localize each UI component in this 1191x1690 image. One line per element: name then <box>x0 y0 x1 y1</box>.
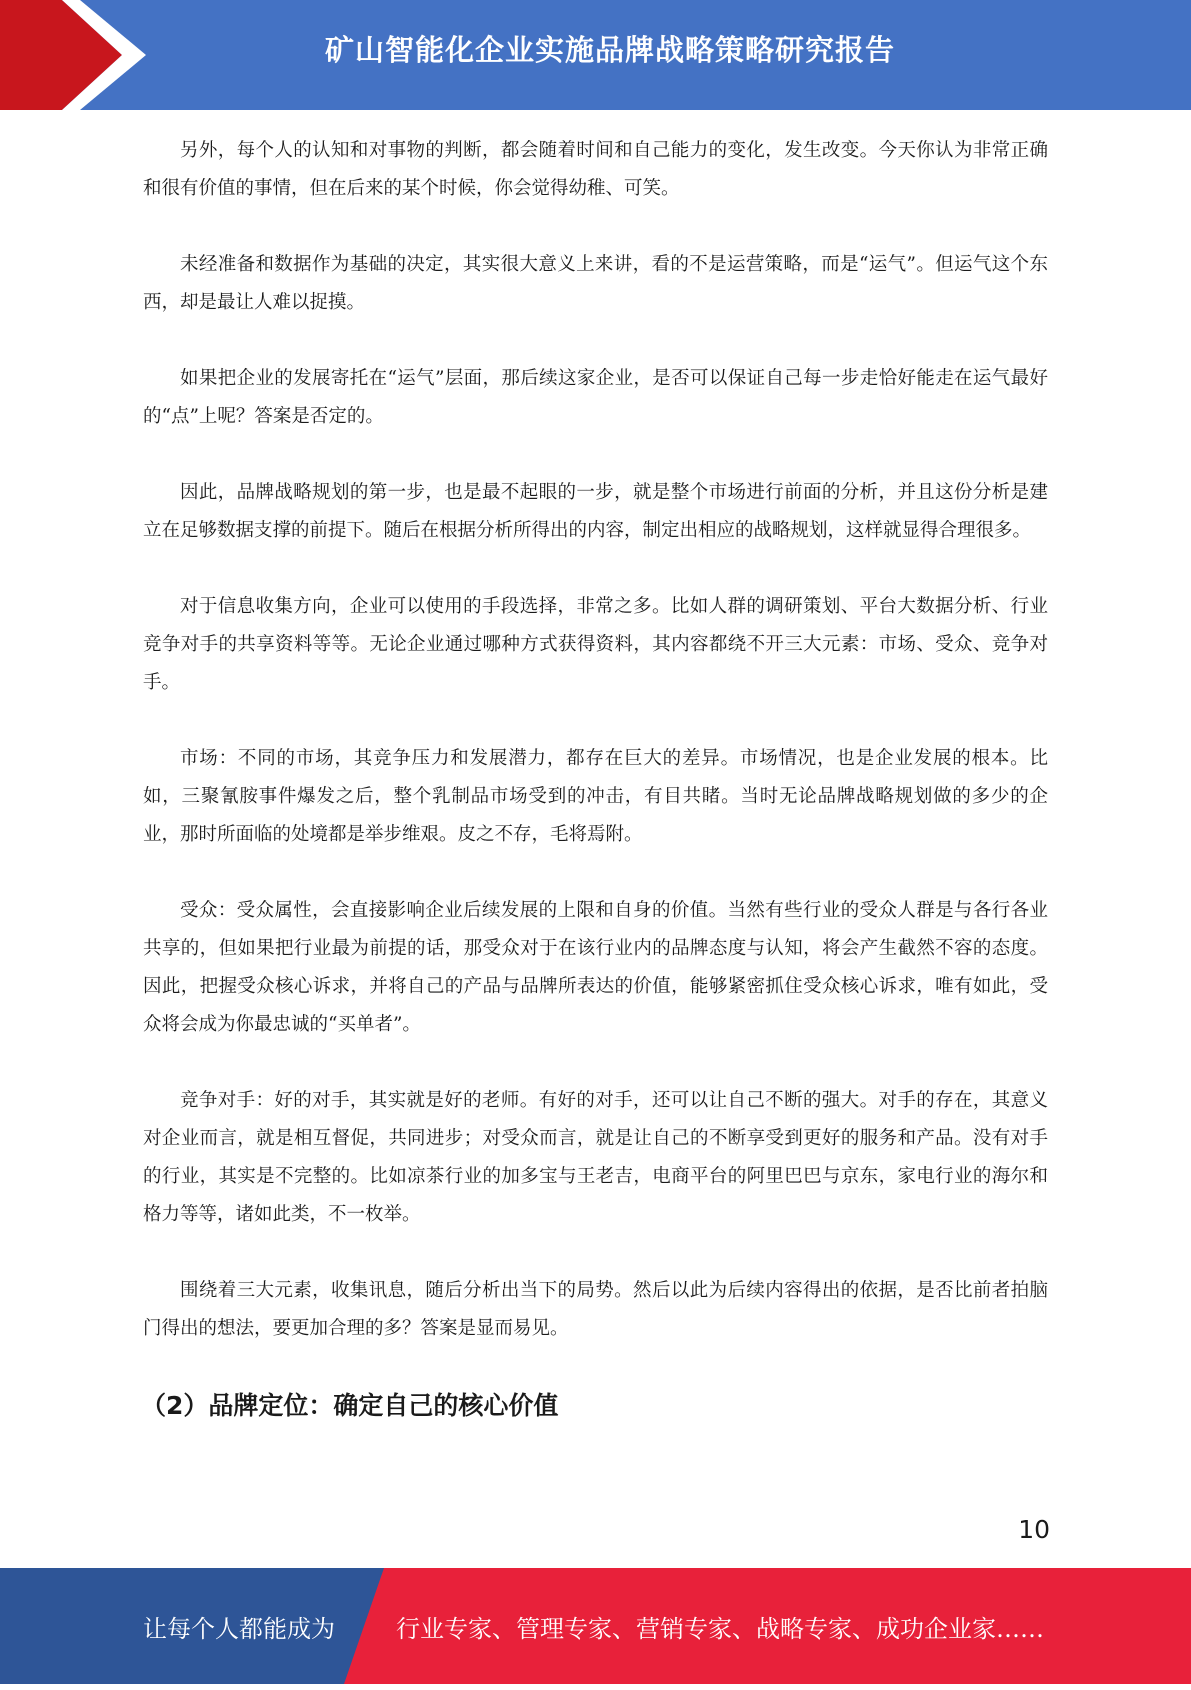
document-body <box>143 132 1048 1426</box>
page-header <box>0 0 1191 110</box>
paragraph: 未经准备和数据作为基础的决定，其实很大意义上来讲，看的不是运营策略，而是“运气”。但运气这个东西，却是最让人难以捉摸。 <box>143 254 1048 313</box>
page-footer <box>0 1568 1191 1684</box>
paragraph: 因此，品牌战略规划的第一步，也是最不起眼的一步，就是整个市场进行前面的分析，并且这份分析是建立在足够数据支撑的前提下。随后在根据分析所得出的内容，制定出相应的战略规划，这样就显得合理很多。 <box>143 482 1048 541</box>
footer-slogan-left: 让每个人都能成为 <box>143 1615 335 1643</box>
footer-slogan-right: 行业专家、管理专家、营销专家、战略专家、成功企业家…… <box>396 1615 1044 1643</box>
paragraph: 对于信息收集方向，企业可以使用的手段选择，非常之多。比如人群的调研策划、平台大数据分析、行业竞争对手的共享资料等等。无论企业通过哪种方式获得资料，其内容都绕不开三大元素：市场、受众、竞争对手。 <box>143 596 1048 693</box>
report-title: 矿山智能化企业实施品牌战略策略研究报告 <box>324 33 895 67</box>
paragraph: 如果把企业的发展寄托在“运气”层面，那后续这家企业，是否可以保证自己每一步走恰好能走在运气最好的“点”上呢？答案是否定的。 <box>143 368 1048 427</box>
paragraph: 竞争对手：好的对手，其实就是好的老师。有好的对手，还可以让自己不断的强大。对手的存在，其意义对企业而言，就是相互督促，共同进步；对受众而言，就是让自己的不断享受到更好的服务和产品。没有对手的行业，其实是不完整的。比如凉茶行业的加多宝与王老吉，电商平台的阿里巴巴与京东，家电行业的海尔和格力等等，诸如此类，不一枚举。 <box>143 1090 1048 1225</box>
page-number: 10 <box>1018 1515 1050 1544</box>
section-heading: （2）品牌定位：确定自己的核心价值 <box>141 1391 559 1420</box>
paragraph: 市场：不同的市场，其竞争压力和发展潜力，都存在巨大的差异。市场情况，也是企业发展的根本。比如，三聚氰胺事件爆发之后，整个乳制品市场受到的冲击，有目共睹。当时无论品牌战略规划做的多少的企业，那时所面临的处境都是举步维艰。皮之不存，毛将焉附。 <box>143 748 1048 845</box>
paragraph: 受众：受众属性，会直接影响企业后续发展的上限和自身的价值。当然有些行业的受众人群是与各行各业共享的，但如果把行业最为前提的话，那受众对于在该行业内的品牌态度与认知，将会产生截然不容的态度。因此，把握受众核心诉求，并将自己的产品与品牌所表达的价值，能够紧密抓住受众核心诉求，唯有如此，受众将会成为你最忠诚的“买单者”。 <box>143 900 1048 1035</box>
paragraph: 另外，每个人的认知和对事物的判断，都会随着时间和自己能力的变化，发生改变。今天你认为非常正确和很有价值的事情，但在后来的某个时候，你会觉得幼稚、可笑。 <box>143 140 1048 199</box>
paragraph: 围绕着三大元素，收集讯息，随后分析出当下的局势。然后以此为后续内容得出的依据，是否比前者拍脑门得出的想法，要更加合理的多？答案是显而易见。 <box>143 1280 1048 1339</box>
